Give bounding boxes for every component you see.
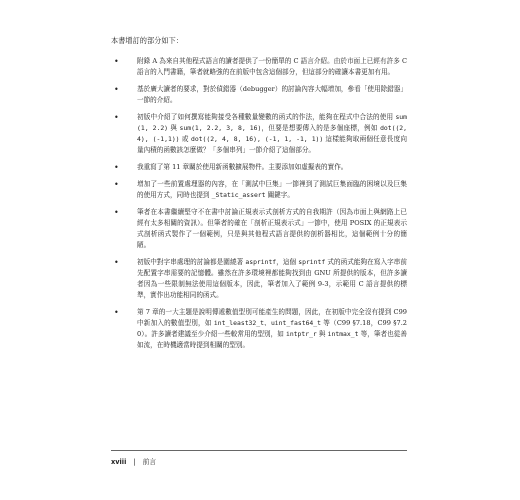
footer-section: 前言 xyxy=(142,458,156,466)
bullet-item xyxy=(111,112,407,156)
bullet-dot-icon: • xyxy=(114,180,119,189)
bullet-text: 式的函式能夠在寫入字串前先配置字串需要的記憶體。雖然在許多環境裡都能夠找到由 GNU 所提供的版本，但許多讀者因為一些限制無法使用這個版本，因此，筆者加入了範例 9-3，示範用 C 語言提供的標準，實作出功能相同的函式。 xyxy=(137,258,407,299)
bullet-dot-icon: • xyxy=(114,163,119,172)
footer-separator: | xyxy=(133,458,136,466)
bullet-item xyxy=(111,84,407,106)
bullet-text: 或 xyxy=(179,135,191,143)
bullet-text: 第 7 章的一大主題是說明傳遞數值型別可能產生的問題，因此，在初版中完全沒有提到 C99 中新加入的數值型別，如 xyxy=(137,308,407,327)
bullet-text: ，但要是想要傳入的是多個座標，例如 xyxy=(261,124,381,132)
bullet-dot-icon: • xyxy=(114,113,119,122)
bullet-item xyxy=(111,307,407,351)
inline-code: _Static_assert xyxy=(211,191,266,199)
page-footer xyxy=(111,458,156,467)
inline-code: intptr_r xyxy=(285,330,317,338)
bullet-dot-icon: • xyxy=(114,258,119,267)
inline-code: asprintf xyxy=(245,258,277,266)
bullet-list xyxy=(111,56,407,357)
page-number: xviii xyxy=(111,458,127,466)
bullet-text: 筆者在本書繼續堅守不在書中討論正規表示式剖析方式的自我期許（因為市面上與網路上已經有太多相關的資訊）。但筆者的確在「剖析正規表示式」一節中，使用 POSIX 的正規表示式剖析函式製作了一個範例，只是與其他程式語言提供的剖析器相比，這個範例十分的簡陋。 xyxy=(137,208,407,249)
bullet-text: 基於廣大讀者的要求，對於偵錯器（debugger）的討論內容大幅增加，參看「使用除錯器」一節的介紹。 xyxy=(137,85,407,104)
bullet-dot-icon: • xyxy=(114,308,119,317)
inline-code: sum(1, 2.2, 3, 8, 16) xyxy=(179,124,262,132)
bullet-dot-icon: • xyxy=(114,57,119,66)
bullet-text: 等，筆者也從善如流，在時機適當時提到相關的型別。 xyxy=(137,330,407,349)
bullet-item xyxy=(111,56,407,78)
bullet-text: 這樣能夠取兩個任意長度向量內積的函數該怎麼做？「多個串列」一節介紹了這個部分。 xyxy=(137,135,407,154)
bullet-text: 增加了一些前置處理器的內容，在「測試中巨集」一節裡到了測試巨集面臨的困境以及巨集的使用方式，同時也提到 xyxy=(137,180,407,199)
footer-rule xyxy=(111,450,407,451)
bullet-dot-icon: • xyxy=(114,208,119,217)
bullet-text: 等（C99 §7.18，C99 §7.20）。許多讀者建議至少介紹一些較常用的型別，如 xyxy=(137,319,408,338)
inline-code: intmax_t xyxy=(327,330,359,338)
inline-code: sprintf xyxy=(298,258,326,266)
bullet-text: 與 xyxy=(168,124,180,132)
bullet-text: ，這個 xyxy=(276,258,299,266)
bullet-text: 、 xyxy=(263,319,271,327)
bullet-item xyxy=(111,179,407,201)
inline-code: sum(1, 2.2) xyxy=(137,113,407,132)
inline-code: uint_fast64_t xyxy=(270,319,321,327)
bullet-item xyxy=(111,162,407,173)
inline-code: dot((2, 4, 8, 16), (-1, 1, -1, 1)) xyxy=(190,135,324,143)
bullet-text: 初版中對字串處理的討論都是圍繞著 xyxy=(137,258,246,266)
inline-code: dot((2,4), (-1,1)) xyxy=(137,124,407,143)
bullet-text: 初版中介紹了如何撰寫能夠接受各種數量變數的函式的作法，能夠在程式中合法的使用 xyxy=(137,113,396,121)
bullet-dot-icon: • xyxy=(114,85,119,94)
bullet-item xyxy=(111,207,407,251)
bullet-text: 附錄 A 為來自其他程式語言的讀者提供了一份簡單的 C 語言介紹。由於市面上已經有許多 C 語言的入門書籍，筆者就略強的在前版中包含這個部分，但這部分的確讓本書更加有用。 xyxy=(137,57,407,76)
bullet-text: 我重寫了第 11 章關於使用新函數擴展物件。主要添加如虛擬表的實作。 xyxy=(137,163,348,171)
inline-code: int_least32_t xyxy=(213,319,264,327)
bullet-item xyxy=(111,257,407,301)
intro-line: 本書增訂的部分如下： xyxy=(111,36,183,45)
bullet-text: 關鍵字。 xyxy=(265,191,294,199)
bullet-text: 與 xyxy=(316,330,328,338)
